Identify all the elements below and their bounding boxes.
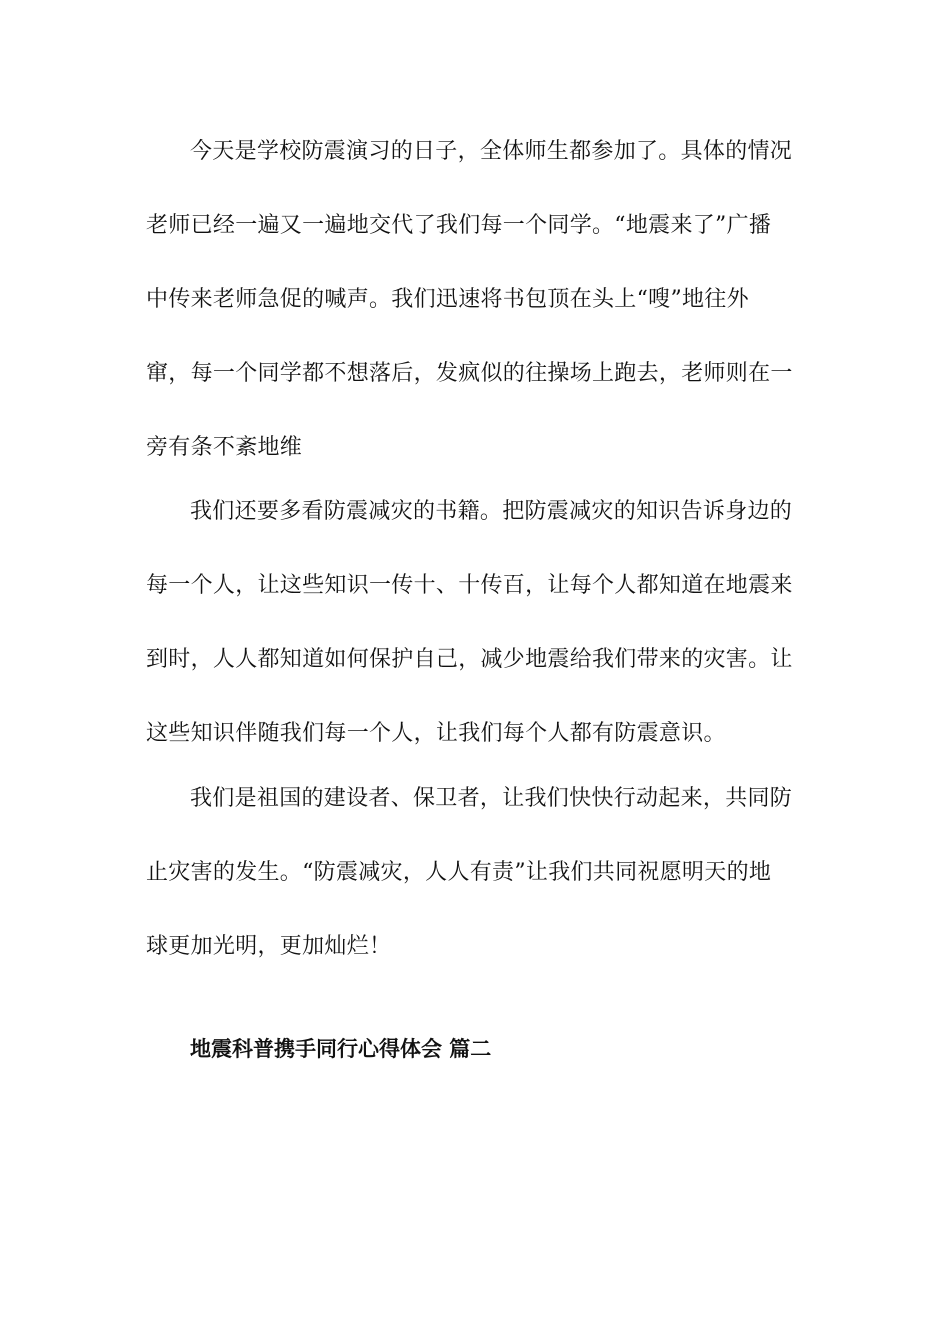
- paragraph-3-line-1: 我们是祖国的建设者、保卫者，让我们快快行动起来，共同防: [190, 786, 793, 811]
- paragraph-1-line-3: 中传来老师急促的喊声。我们迅速将书包顶在头上“嗖”地往外: [146, 287, 749, 312]
- paragraph-2-line-2: 每一个人，让这些知识一传十、十传百，让每个人都知道在地震来: [146, 573, 793, 598]
- paragraph-1-line-4: 窜，每一个同学都不想落后，发疯似的往操场上跑去，老师则在一: [146, 361, 793, 386]
- paragraph-2-line-3: 到时，人人都知道如何保护自己，减少地震给我们带来的灾害。让: [146, 647, 793, 672]
- paragraph-1-line-1: 今天是学校防震演习的日子，全体师生都参加了。具体的情况: [190, 139, 793, 164]
- paragraph-2-line-4: 这些知识伴随我们每一个人，让我们每个人都有防震意识。: [146, 721, 726, 746]
- paragraph-3-line-2: 止灾害的发生。“防震减灾，人人有责”让我们共同祝愿明天的地: [146, 860, 772, 885]
- paragraph-3-line-3: 球更加光明，更加灿烂！: [146, 934, 392, 959]
- section-heading: 地震科普携手同行心得体会 篇二: [190, 1037, 492, 1061]
- paragraph-2-line-1: 我们还要多看防震减灾的书籍。把防震减灾的知识告诉身边的: [190, 499, 793, 524]
- paragraph-1-line-5: 旁有条不紊地维: [146, 435, 303, 460]
- paragraph-1-line-2: 老师已经一遍又一遍地交代了我们每一个同学。“地震来了”广播: [146, 213, 772, 238]
